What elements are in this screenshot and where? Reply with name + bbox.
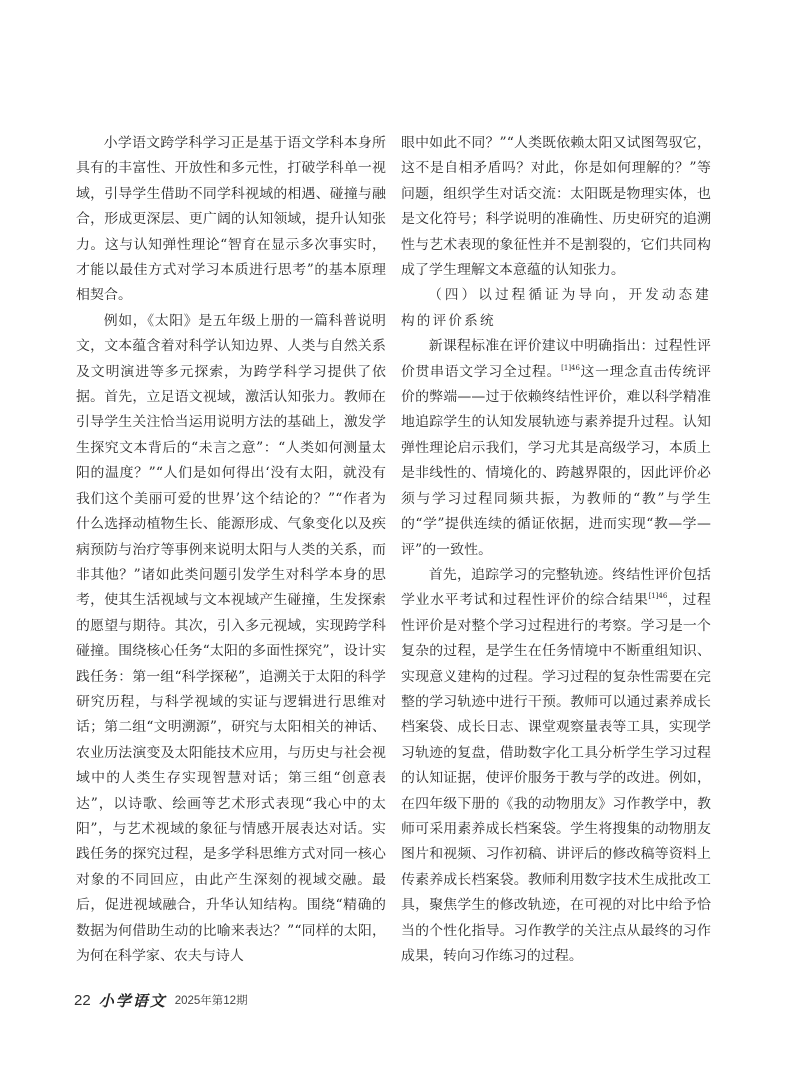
paragraph-continuation: 眼中如此不同？”“人类既依赖太阳又试图驾驭它，这不是自相矛盾吗？对此，你是如何理解的？”等问题，组织学生对话交流：太阳既是物理实体，也是文化符号；科学说明的准确性、历史研究的追溯性与艺术表现的象征性并不是割裂的，它们共同构成了学生理解文本意蕴的认知张力。 (401, 135, 711, 279)
text-segment: ，过程性评价是对整个学习过程进行的考察。学习是一个复杂的过程，是学生在任务情境中不断重组知识、实现意义建构的过程。学习过程的复杂性需要在完整的学习轨迹中进行干预。教师可以通过素养成长档案袋、成长日志、课堂观察量表等工具，实现学习轨迹的复盘，借助数字化工具分析学生学习过程的认知证据，使评价服务于教与学的改进。例如，在四年级下册的《我的动物朋友》习作教学中，教师可采用素养成长档案袋。学生将搜集的动物朋友图片和视频、习作初稿、讲评后的修改稿等资料上传素养成长档案袋。教师利用数字技术生成批改工具，聚焦学生的修改轨迹，在可视的对比中给予恰当的个性化指导。习作教学的关注点从最终的习作成果，转向习作练习的过程。 (401, 592, 712, 964)
citation-ref: [1]46 (561, 363, 580, 372)
paragraph-learning-trajectory (401, 563, 711, 970)
page-number: 22 (74, 991, 91, 1009)
issue-label: 2025年第12期 (174, 995, 248, 1007)
citation-ref: [1]46 (648, 592, 668, 601)
paragraph-curriculum-standard (401, 334, 711, 563)
section-heading: （四）以过程循证为导向，开发动态建构的评价系统 (401, 287, 711, 329)
page-footer (74, 990, 248, 1010)
text-segment: 新课程标准在评价建议中明确指出：过程性评价贯串语文学习全过程。 (401, 338, 711, 380)
text-segment: 首先，追踪学习的完整轨迹。终结性评价包括学业水平考试和过程性评价的综合结果 (401, 566, 711, 609)
right-column (401, 131, 711, 969)
left-column (76, 131, 386, 969)
paragraph-example-sun: 例如，《太阳》是五年级上册的一篇科普说明文，文本蕴含着对科学认知边界、人类与自然关系及文明演进等多元探索，为跨学科学习提供了依据。首先，立足语文视域，激活认知张力。教师在引导学生关注恰当运用说明方法的基础上，激发学生探究文本背后的“未言之意”：“人类如何测量太阳的温度？”“人们是如何得出‘没有太阳，就没有我们这个美丽可爱的世界’这个结论的？”“作者为什么选择动植物生长、能源形成、气象变化以及疾病预防与治疗等事例来说明太阳与人类的关系，而非其他？”诸如此类问题引发学生对科学本身的思考，使其生活视域与文本视域产生碰撞，生发探索的愿望与期待。其次，引入多元视域，实现跨学科碰撞。围绕核心任务“太阳的多面性探究”，设计实践任务：第一组“科学探秘”，追溯关于太阳的科学研究历程，与科学视域的实证与逻辑进行思维对话；第二组“文明溯源”，研究与太阳相关的神话、农业历法演变及太阳能技术应用，与历史与社会视域中的人类生存实现智慧对话；第三组“创意表达”，以诗歌、绘画等艺术形式表现“我心中的太阳”，与艺术视域的象征与情感开展表达对话。实践任务的探究过程，是多学科思维方式对同一核心对象的不同回应，由此产生深刻的视域交融。最后，促进视域融合，升华认知结构。围绕“精确的数据为何借助生动的比喻来表达？”“同样的太阳，为何在科学家、农夫与诗人 (76, 312, 386, 964)
text-segment: 这一理念直击传统评价的弊端——过于依赖终结性评价，难以科学精准地追踪学生的认知发展轨迹与素养提升过程。认知弹性理论启示我们，学习尤其是高级学习，本质上是非线性的、情境化的、跨越界限的，因此评价必须与学习过程同频共振，为教师的“教”与学生的“学”提供连续的循证依据，进而实现“教—学—评”的一致性。 (401, 363, 711, 558)
journal-logo: 小学语文 (98, 991, 167, 1010)
paragraph-intro: 小学语文跨学科学习正是基于语文学科本身所具有的丰富性、开放性和多元性，打破学科单一视域，引导学生借助不同学科视域的相遇、碰撞与融合，形成更深层、更广阔的认知领域，提升认知张力。这与认知弹性理论“智育在显示多次事实时，才能以最佳方式对学习本质进行思考”的基本原理相契合。 (76, 135, 386, 304)
